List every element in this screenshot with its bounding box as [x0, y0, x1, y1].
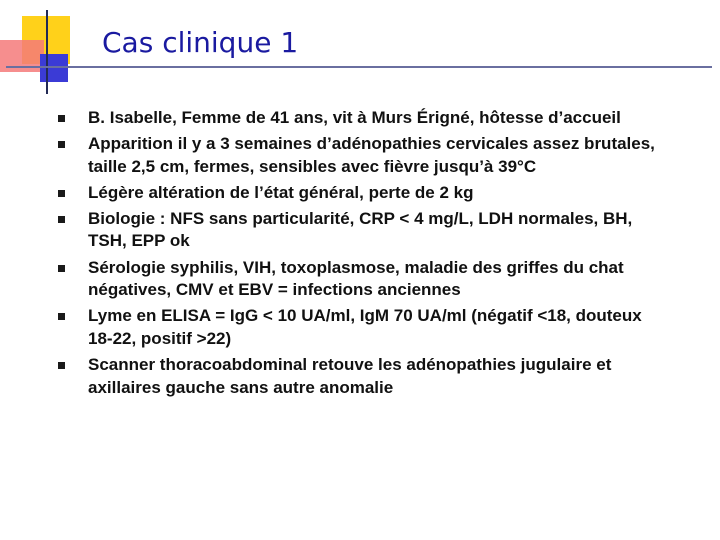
bullet-item [58, 208, 658, 253]
decorative-vertical-line [46, 10, 48, 94]
bullet-item [58, 354, 658, 399]
square-bullet-icon [58, 216, 65, 223]
bullet-text: Légère altération de l’état général, perte de 2 kg [88, 182, 474, 202]
slide-title: Cas clinique 1 [102, 26, 299, 59]
title-underline [6, 66, 712, 68]
square-bullet-icon [58, 190, 65, 197]
decorative-blue-square [40, 54, 68, 82]
bullet-text: Biologie : NFS sans particularité, CRP < 4 mg/L, LDH normales, BH, TSH, EPP ok [88, 208, 633, 251]
square-bullet-icon [58, 313, 65, 320]
square-bullet-icon [58, 362, 65, 369]
bullet-item [58, 133, 658, 178]
bullet-item [58, 305, 658, 350]
bullet-item [58, 107, 658, 130]
bullet-text: Sérologie syphilis, VIH, toxoplasmose, maladie des griffes du chat négatives, CMV et EBV = infections anciennes [88, 257, 624, 300]
bullet-item [58, 257, 658, 302]
square-bullet-icon [58, 115, 65, 122]
bullet-text: Apparition il y a 3 semaines d’adénopathies cervicales assez brutales, taille 2,5 cm, fermes, sensibles avec fièvre jusqu’à 39°C [88, 134, 655, 176]
square-bullet-icon [58, 141, 65, 148]
bullet-text: B. Isabelle, Femme de 41 ans, vit à Murs Érigné, hôtesse d’accueil [88, 108, 621, 127]
bullet-list [58, 107, 658, 403]
bullet-item [58, 182, 658, 205]
square-bullet-icon [58, 265, 65, 272]
bullet-text: Lyme en ELISA = IgG < 10 UA/ml, IgM 70 UA/ml (négatif <18, douteux 18-22, positif >22) [88, 306, 642, 348]
bullet-text: Scanner thoracoabdominal retouve les adénopathies jugulaire et axillaires gauche sans autre anomalie [88, 354, 612, 397]
